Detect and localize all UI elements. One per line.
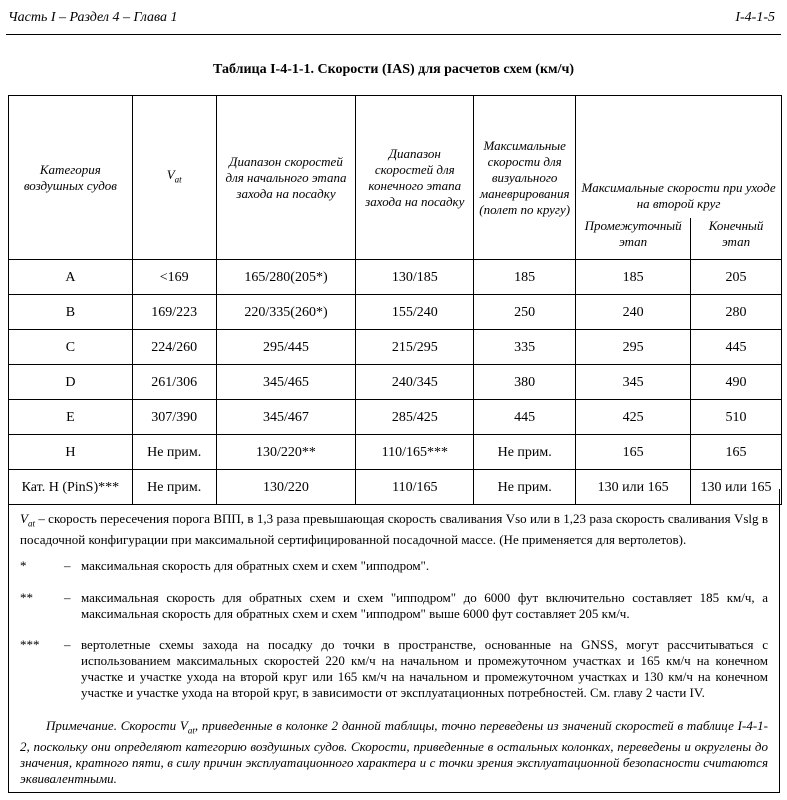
table-row	[9, 260, 782, 295]
running-header-section: Часть I – Раздел 4 – Глава 1	[8, 10, 178, 25]
cell-intermediate: 345	[576, 365, 691, 400]
cell-category: C	[9, 330, 133, 365]
col-header-intermediate: Промежуточный этап	[576, 218, 691, 260]
cell-category: E	[9, 400, 133, 435]
cell-vat: <169	[132, 260, 216, 295]
table-remark	[20, 718, 768, 787]
cell-final-missed: 280	[691, 295, 782, 330]
cell-final-missed: 130 или 165	[691, 470, 782, 505]
vat-definition	[20, 511, 768, 548]
cell-category: A	[9, 260, 133, 295]
cell-vat: 224/260	[132, 330, 216, 365]
cell-final: 130/185	[356, 260, 474, 295]
cell-category: Кат. H (PinS)***	[9, 470, 133, 505]
cell-initial: 165/280(205*)	[216, 260, 356, 295]
cell-category: B	[9, 295, 133, 330]
vat-subscript: at	[27, 518, 35, 529]
cell-intermediate: 240	[576, 295, 691, 330]
table-title: Таблица I-4-1-1. Скорости (IAS) для расчетов схем (км/ч)	[212, 62, 575, 77]
remark-subscript: at	[187, 725, 195, 736]
table-row	[9, 330, 782, 365]
vat-subscript: at	[174, 174, 182, 185]
vat-symbol: V	[20, 511, 28, 526]
cell-visual: Не прим.	[474, 470, 576, 505]
table-row	[9, 435, 782, 470]
cell-initial: 345/465	[216, 365, 356, 400]
cell-visual: 250	[474, 295, 576, 330]
col-header-visual: Максимальные скорости для визуального маневрирования (полет по кругу)	[474, 96, 576, 260]
col-header-initial: Диапазон скоростей для начального этапа захода на посадку	[216, 96, 356, 260]
cell-final-missed: 490	[691, 365, 782, 400]
cell-vat: Не прим.	[132, 435, 216, 470]
cell-intermediate: 130 или 165	[576, 470, 691, 505]
footnote-dash: –	[64, 590, 71, 605]
cell-initial: 130/220**	[216, 435, 356, 470]
cell-vat: 307/390	[132, 400, 216, 435]
table-row	[9, 400, 782, 435]
cell-intermediate: 165	[576, 435, 691, 470]
cell-vat: Не прим.	[132, 470, 216, 505]
cell-final-missed: 205	[691, 260, 782, 295]
footnote-dash: –	[64, 558, 71, 573]
cell-final: 285/425	[356, 400, 474, 435]
cell-visual: 335	[474, 330, 576, 365]
table-header-row	[9, 96, 782, 218]
cell-category: H	[9, 435, 133, 470]
footnote-text: вертолетные схемы захода на посадку до точки в пространстве, основанные на GNSS, могут рассчитываться с использованием максимальных скоростей 220 км/ч на начальном и промежуточном участках и 165 км/ч на конечном участке и участке ухода на второй круг или 165 км/ч на начальном и промежуточном участках и 130 км/ч на конечном участке и участке ухода на второй круг, в зависимости от эксплуатационных потребностей. См. главу 2 части IV.	[81, 637, 768, 700]
cell-final: 215/295	[356, 330, 474, 365]
footnote-mark: ***	[20, 637, 40, 652]
notes-box	[8, 489, 780, 793]
cell-vat: 261/306	[132, 365, 216, 400]
cell-intermediate: 295	[576, 330, 691, 365]
cell-initial: 130/220	[216, 470, 356, 505]
vat-definition-text: – скорость пересечения порога ВПП, в 1,3 раза превышающая скорость сваливания Vso или в 1,23 раза скорость сваливания Vslg в посадочной конфигурации при максимальной сертифицированной посадочной массе. (Не применяется для вертолетов).	[20, 511, 768, 547]
cell-initial: 345/467	[216, 400, 356, 435]
col-header-category: Категория воздушных судов	[9, 96, 133, 260]
cell-final-missed: 445	[691, 330, 782, 365]
speeds-table	[8, 95, 782, 505]
cell-final-missed: 510	[691, 400, 782, 435]
cell-visual: 380	[474, 365, 576, 400]
col-header-final-missed: Конечный этап	[691, 218, 782, 260]
col-header-final: Диапазон скоростей для конечного этапа захода на посадку	[356, 96, 474, 260]
cell-final: 155/240	[356, 295, 474, 330]
footnote-text: максимальная скорость для обратных схем и схем "ипподром".	[81, 558, 430, 573]
cell-initial: 220/335(260*)	[216, 295, 356, 330]
cell-final: 110/165	[356, 470, 474, 505]
cell-final: 240/345	[356, 365, 474, 400]
cell-intermediate: 185	[576, 260, 691, 295]
table-row	[9, 365, 782, 400]
col-header-vat	[132, 96, 216, 260]
footnote-text: максимальная скорость для обратных схем и схем "ипподром" до 6000 фут включительно составляет 185 км/ч, а максимальная скорость для обратных схем и схем "ипподром" выше 6000 фут составляет 205 км/ч.	[81, 590, 768, 621]
cell-category: D	[9, 365, 133, 400]
footnote-mark: **	[20, 590, 33, 605]
cell-initial: 295/445	[216, 330, 356, 365]
cell-visual: 445	[474, 400, 576, 435]
cell-visual: 185	[474, 260, 576, 295]
header-divider	[6, 34, 781, 35]
vat-symbol: V	[166, 167, 175, 183]
remark-lead: Примечание. Скорости V	[46, 718, 188, 733]
footnote-dash: –	[64, 637, 71, 652]
cell-intermediate: 425	[576, 400, 691, 435]
page-number: I-4-1-5	[735, 10, 775, 25]
table-row	[9, 295, 782, 330]
cell-visual: Не прим.	[474, 435, 576, 470]
cell-final: 110/165***	[356, 435, 474, 470]
col-header-missed-approach: Максимальные скорости при уходе на второй круг	[576, 96, 782, 218]
cell-final-missed: 165	[691, 435, 782, 470]
footnote-mark: *	[20, 558, 27, 573]
remark-text: , приведенные в колонке 2 данной таблицы, точно переведены из значений скоростей в таблице I-4-1-2, поскольку они определяют категорию воздушных судов. Скорости, приведенные в остальных колонках, переведены и округлены до значения, кратного пяти, в силу причин эксплуатационного характера и с точки зрения эксплуатационной безопасности считаются эквивалентными.	[20, 718, 768, 786]
cell-vat: 169/223	[132, 295, 216, 330]
